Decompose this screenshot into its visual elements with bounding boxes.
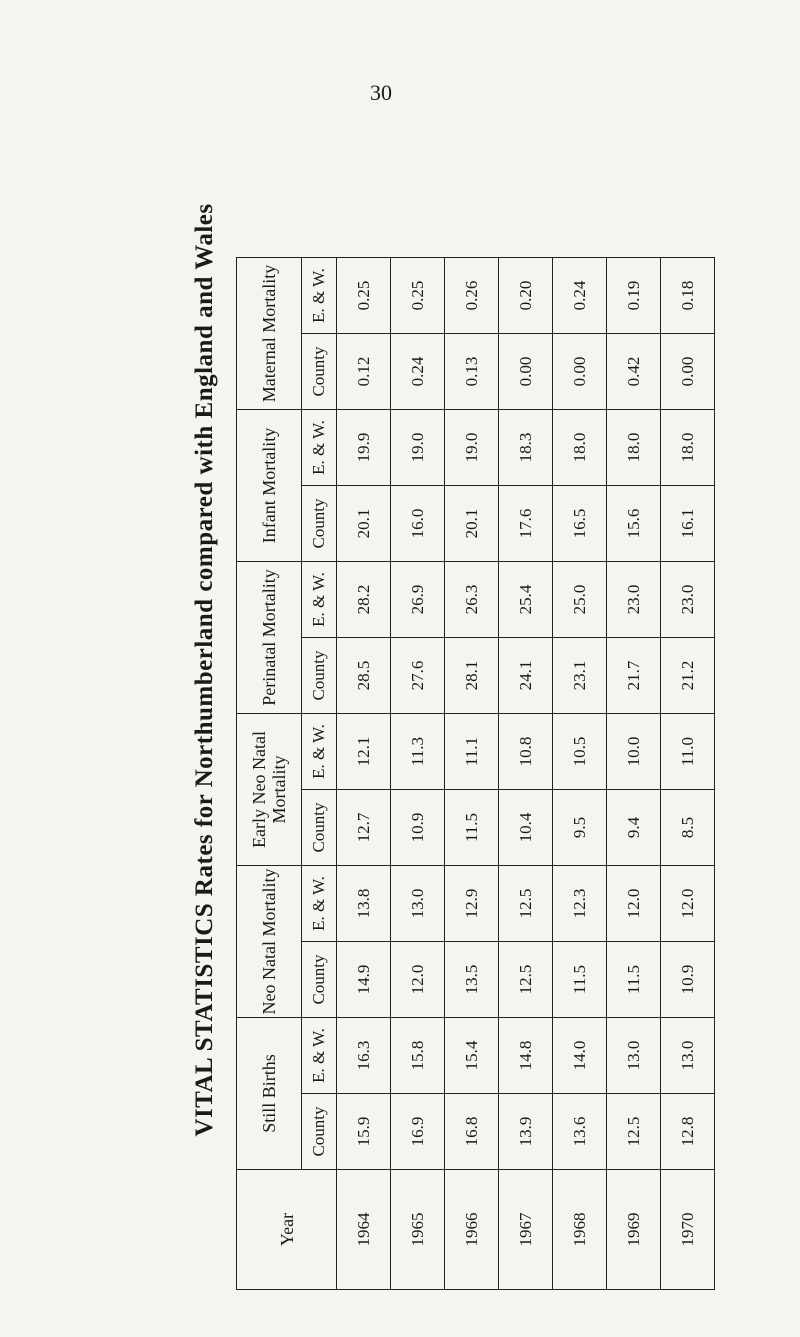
group-header: Maternal Mortality: [237, 258, 302, 410]
value-cell: 26.9: [391, 562, 445, 638]
value-cell: 13.8: [337, 866, 391, 942]
value-cell: 16.0: [391, 486, 445, 562]
value-cell: 15.4: [445, 1018, 499, 1094]
rotated-table-region: [180, 50, 697, 1290]
sub-header: County: [302, 638, 337, 714]
value-cell: 15.8: [391, 1018, 445, 1094]
value-cell: 23.1: [553, 638, 607, 714]
value-cell: 14.9: [337, 942, 391, 1018]
value-cell: 9.5: [553, 790, 607, 866]
value-cell: 0.25: [337, 258, 391, 334]
value-cell: 19.0: [391, 410, 445, 486]
value-cell: 13.0: [661, 1018, 715, 1094]
sub-header: E. & W.: [302, 866, 337, 942]
value-cell: 0.12: [337, 334, 391, 410]
value-cell: 10.0: [607, 714, 661, 790]
title-text: Rates for Northumberland compared with England and Wales: [191, 203, 218, 897]
value-cell: 12.5: [607, 1094, 661, 1170]
value-cell: 0.13: [445, 334, 499, 410]
value-cell: 0.00: [661, 334, 715, 410]
value-cell: 13.6: [553, 1094, 607, 1170]
value-cell: 11.0: [661, 714, 715, 790]
group-header: Still Births: [237, 1018, 302, 1170]
value-cell: 10.8: [499, 714, 553, 790]
value-cell: 16.9: [391, 1094, 445, 1170]
value-cell: 0.00: [553, 334, 607, 410]
value-cell: 18.0: [553, 410, 607, 486]
value-cell: 12.8: [661, 1094, 715, 1170]
title-prefix: VITAL STATISTICS: [191, 902, 218, 1137]
value-cell: 24.1: [499, 638, 553, 714]
value-cell: 10.9: [661, 942, 715, 1018]
vital-statistics-table: [236, 257, 715, 1290]
year-cell: 1968: [553, 1170, 607, 1290]
value-cell: 11.3: [391, 714, 445, 790]
value-cell: 19.9: [337, 410, 391, 486]
value-cell: 8.5: [661, 790, 715, 866]
value-cell: 18.0: [607, 410, 661, 486]
table-row: [499, 258, 553, 1290]
value-cell: 0.24: [553, 258, 607, 334]
value-cell: 25.0: [553, 562, 607, 638]
value-cell: 11.5: [553, 942, 607, 1018]
value-cell: 12.5: [499, 866, 553, 942]
value-cell: 16.1: [661, 486, 715, 562]
value-cell: 15.6: [607, 486, 661, 562]
value-cell: 13.5: [445, 942, 499, 1018]
value-cell: 21.2: [661, 638, 715, 714]
table-body: [337, 258, 715, 1290]
value-cell: 12.0: [391, 942, 445, 1018]
value-cell: 15.9: [337, 1094, 391, 1170]
value-cell: 21.7: [607, 638, 661, 714]
value-cell: 23.0: [661, 562, 715, 638]
value-cell: 11.1: [445, 714, 499, 790]
value-cell: 12.0: [661, 866, 715, 942]
sub-header: County: [302, 1094, 337, 1170]
value-cell: 16.8: [445, 1094, 499, 1170]
sub-header: County: [302, 334, 337, 410]
value-cell: 0.42: [607, 334, 661, 410]
value-cell: 19.0: [445, 410, 499, 486]
sub-header: E. & W.: [302, 714, 337, 790]
value-cell: 13.0: [391, 866, 445, 942]
value-cell: 23.0: [607, 562, 661, 638]
value-cell: 10.4: [499, 790, 553, 866]
value-cell: 0.00: [499, 334, 553, 410]
value-cell: 12.1: [337, 714, 391, 790]
value-cell: 16.3: [337, 1018, 391, 1094]
value-cell: 14.0: [553, 1018, 607, 1094]
value-cell: 25.4: [499, 562, 553, 638]
value-cell: 14.8: [499, 1018, 553, 1094]
table-title: [180, 50, 230, 1290]
value-cell: 28.1: [445, 638, 499, 714]
table-row: [553, 258, 607, 1290]
group-header: Early Neo Natal Mortality: [237, 714, 302, 866]
value-cell: 27.6: [391, 638, 445, 714]
value-cell: 10.9: [391, 790, 445, 866]
value-cell: 12.9: [445, 866, 499, 942]
value-cell: 28.2: [337, 562, 391, 638]
sub-header: E. & W.: [302, 410, 337, 486]
group-header: Infant Mortality: [237, 410, 302, 562]
year-cell: 1970: [661, 1170, 715, 1290]
value-cell: 10.5: [553, 714, 607, 790]
value-cell: 0.18: [661, 258, 715, 334]
value-cell: 20.1: [337, 486, 391, 562]
year-cell: 1967: [499, 1170, 553, 1290]
sub-header: E. & W.: [302, 1018, 337, 1094]
value-cell: 13.9: [499, 1094, 553, 1170]
sub-header: E. & W.: [302, 258, 337, 334]
value-cell: 0.19: [607, 258, 661, 334]
value-cell: 0.24: [391, 334, 445, 410]
table-row: [607, 258, 661, 1290]
table-row: [391, 258, 445, 1290]
year-cell: 1969: [607, 1170, 661, 1290]
value-cell: 12.7: [337, 790, 391, 866]
sub-header: County: [302, 486, 337, 562]
value-cell: 18.0: [661, 410, 715, 486]
value-cell: 0.20: [499, 258, 553, 334]
value-cell: 28.5: [337, 638, 391, 714]
group-header: Perinatal Mortality: [237, 562, 302, 714]
value-cell: 18.3: [499, 410, 553, 486]
value-cell: 12.3: [553, 866, 607, 942]
sub-header: County: [302, 942, 337, 1018]
year-header: Year: [237, 1170, 337, 1290]
value-cell: 20.1: [445, 486, 499, 562]
value-cell: 9.4: [607, 790, 661, 866]
value-cell: 0.25: [391, 258, 445, 334]
value-cell: 11.5: [607, 942, 661, 1018]
sub-header: County: [302, 790, 337, 866]
year-cell: 1966: [445, 1170, 499, 1290]
value-cell: 0.26: [445, 258, 499, 334]
table-row: [337, 258, 391, 1290]
table-row: [661, 258, 715, 1290]
value-cell: 12.0: [607, 866, 661, 942]
value-cell: 13.0: [607, 1018, 661, 1094]
value-cell: 26.3: [445, 562, 499, 638]
sub-header: E. & W.: [302, 562, 337, 638]
value-cell: 17.6: [499, 486, 553, 562]
value-cell: 12.5: [499, 942, 553, 1018]
group-header: Neo Natal Mortality: [237, 866, 302, 1018]
value-cell: 16.5: [553, 486, 607, 562]
table-row: [445, 258, 499, 1290]
page-number: 30: [370, 80, 392, 105]
value-cell: 11.5: [445, 790, 499, 866]
year-cell: 1964: [337, 1170, 391, 1290]
year-cell: 1965: [391, 1170, 445, 1290]
